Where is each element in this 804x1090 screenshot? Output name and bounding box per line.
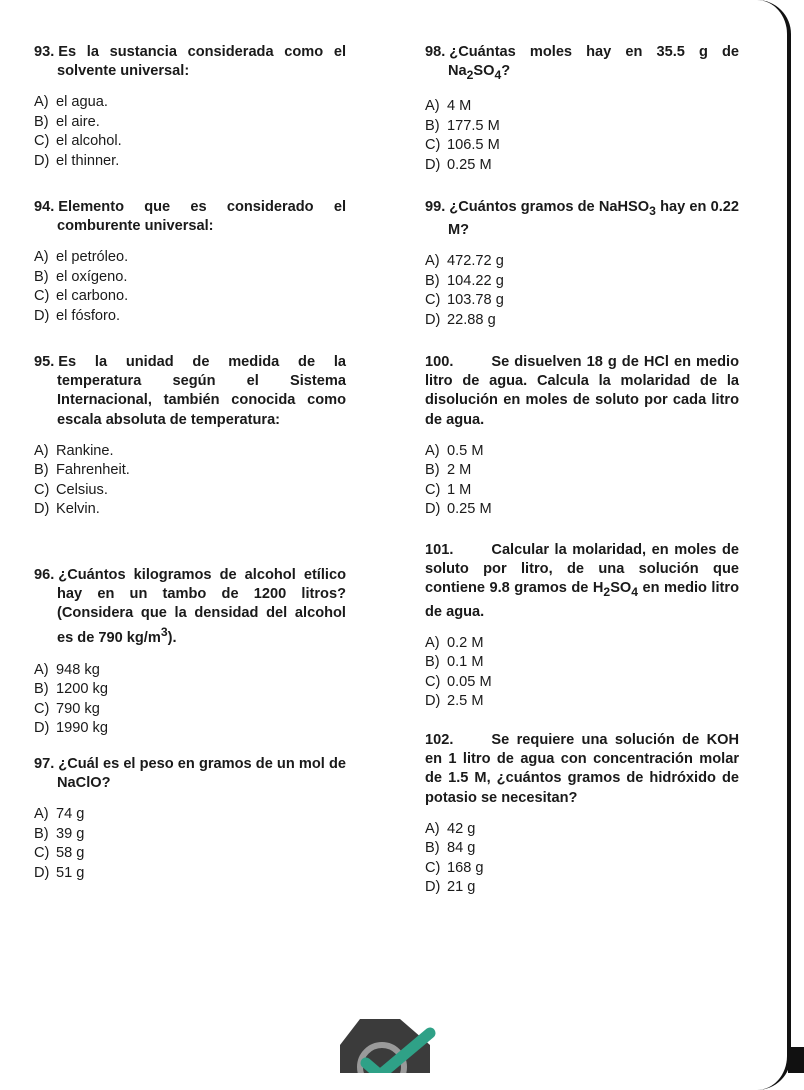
option-letter: C) [425, 673, 441, 690]
question-number: 99. [425, 199, 446, 215]
option-text: 1990 kg [56, 720, 108, 737]
answer-option [425, 97, 739, 117]
question-text [425, 353, 739, 430]
question-number: 97. [34, 756, 55, 772]
option-letter: A) [34, 661, 49, 678]
answer-option [34, 307, 346, 327]
answer-option [34, 132, 346, 152]
option-letter: B) [34, 681, 49, 698]
question-number: 102. [425, 732, 454, 748]
option-text: 74 g [56, 806, 85, 823]
option-letter: D) [425, 693, 441, 710]
option-letter: B) [34, 825, 49, 842]
answer-options [34, 661, 346, 739]
option-letter: D) [425, 879, 441, 896]
answer-options [425, 442, 739, 520]
option-text: el fósforo. [56, 307, 121, 324]
option-letter: A) [425, 820, 440, 837]
answer-options [425, 634, 739, 712]
option-text: el oxígeno. [56, 268, 128, 285]
option-letter: B) [34, 113, 49, 130]
option-text: 103.78 g [447, 292, 504, 309]
option-letter: D) [34, 720, 50, 737]
option-letter: B) [34, 462, 49, 479]
answer-option [34, 248, 346, 268]
option-letter: B) [425, 117, 440, 134]
option-text: 0.5 M [447, 442, 484, 459]
answer-option [425, 859, 739, 879]
question-101 [425, 541, 739, 712]
option-letter: D) [425, 156, 441, 173]
question-99 [425, 198, 739, 330]
option-text: 948 kg [56, 661, 100, 678]
option-letter: B) [425, 462, 440, 479]
option-letter: A) [425, 634, 440, 651]
option-text: 42 g [447, 820, 476, 837]
option-text: el petróleo. [56, 249, 129, 266]
option-letter: D) [425, 501, 441, 518]
option-text: 104.22 g [447, 272, 504, 289]
option-text: Kelvin. [56, 501, 100, 518]
checkmark-badge-icon [330, 1005, 440, 1073]
question-93 [34, 43, 346, 171]
option-letter: C) [34, 288, 50, 305]
answer-option [34, 661, 346, 681]
option-text: el carbono. [56, 288, 129, 305]
answer-option [34, 825, 346, 845]
option-letter: A) [425, 253, 440, 270]
answer-option [425, 634, 739, 654]
option-letter: C) [425, 481, 441, 498]
answer-options [34, 442, 346, 520]
answer-option [425, 500, 739, 520]
answer-option [425, 156, 739, 176]
question-number: 101. [425, 542, 454, 558]
question-text [34, 755, 346, 793]
answer-option [34, 700, 346, 720]
question-body: Se requiere una solución de KOH en 1 litro de agua con concentración molar de 1.5 M, ¿cuántos gramos de hidróxido de potasio se necesitan? [425, 732, 739, 806]
question-text [425, 731, 739, 808]
question-body: ¿Cuántas moles hay en 35.5 g de $Na_2SO_4$? [448, 44, 739, 83]
answer-option [34, 500, 346, 520]
question-body: Es la sustancia considerada como el solvente universal: [57, 44, 346, 80]
question-text [34, 43, 346, 81]
option-text: 0.05 M [447, 673, 492, 690]
answer-options [425, 252, 739, 330]
question-body: ¿Cuántos gramos de NaHSO$_3$ hay en 0.22 M? [448, 199, 740, 239]
question-number: 100. [425, 354, 454, 370]
answer-option [34, 680, 346, 700]
option-text: 2.5 M [447, 693, 484, 710]
option-text: 21 g [447, 879, 476, 896]
question-body: Se disuelven 18 g de HCl en medio litro de agua. Calcula la molaridad de la disolución en moles de soluto por cada litro de agua. [425, 354, 739, 428]
option-text: el thinner. [56, 152, 120, 169]
answer-options [34, 248, 346, 326]
answer-option [425, 272, 739, 292]
question-text [425, 43, 739, 85]
answer-option [34, 113, 346, 133]
option-text: 2 M [447, 462, 472, 479]
option-letter: A) [34, 94, 49, 111]
question-97 [34, 755, 346, 883]
option-letter: C) [34, 481, 50, 498]
answer-option [425, 252, 739, 272]
question-body: Es la unidad de medida de la temperatura según el Sistema Internacional, también conocida como escala absoluta de temperatura: [57, 354, 346, 428]
answer-option [34, 287, 346, 307]
option-letter: B) [34, 268, 49, 285]
corner-block [788, 1047, 804, 1073]
option-letter: C) [34, 845, 50, 862]
answer-option [425, 291, 739, 311]
option-letter: C) [34, 700, 50, 717]
answer-option [425, 820, 739, 840]
option-text: 22.88 g [447, 311, 496, 328]
question-text [425, 541, 739, 622]
question-94 [34, 198, 346, 326]
option-text: 1200 kg [56, 681, 108, 698]
option-text: el alcohol. [56, 133, 122, 150]
question-text [34, 198, 346, 236]
option-letter: D) [34, 864, 50, 881]
option-letter: D) [34, 501, 50, 518]
question-body: Calcular la molaridad, en moles de soluto por litro, de una solución que contiene 9.8 gramos de $H_2SO_4$ en medio litro de agua. [425, 542, 739, 620]
answer-option [34, 152, 346, 172]
question-body: Elemento que es considerado el comburente universal: [57, 199, 346, 235]
option-text: 790 kg [56, 700, 100, 717]
answer-option [425, 442, 739, 462]
question-text [34, 566, 346, 649]
answer-option [34, 805, 346, 825]
answer-options [34, 93, 346, 171]
option-text: 4 M [447, 98, 472, 115]
option-letter: A) [425, 98, 440, 115]
option-letter: A) [34, 806, 49, 823]
option-text: 39 g [56, 825, 85, 842]
question-text [425, 198, 739, 240]
question-96 [34, 566, 346, 739]
option-letter: B) [425, 654, 440, 671]
question-body: ¿Cuál es el peso en gramos de un mol de NaClO? [57, 756, 346, 792]
option-text: 177.5 M [447, 117, 500, 134]
option-text: 168 g [447, 859, 484, 876]
question-100 [425, 353, 739, 520]
option-letter: D) [425, 311, 441, 328]
question-number: 98. [425, 44, 446, 60]
answer-option [425, 461, 739, 481]
option-text: 58 g [56, 845, 85, 862]
question-number: 95. [34, 354, 55, 370]
answer-option [425, 653, 739, 673]
option-text: el aire. [56, 113, 100, 130]
answer-option [425, 311, 739, 331]
answer-option [34, 864, 346, 884]
option-text: 472.72 g [447, 253, 504, 270]
question-98 [425, 43, 739, 175]
option-letter: D) [34, 152, 50, 169]
option-text: 0.25 M [447, 156, 492, 173]
question-body: ¿Cuántos kilogramos de alcohol etílico hay en un tambo de 1200 litros? (Considera que la densidad del alcohol es de 790 $kg/m^3$). [57, 567, 346, 647]
answer-option [425, 117, 739, 137]
question-number: 96. [34, 567, 55, 583]
option-text: 51 g [56, 864, 85, 881]
answer-option [425, 136, 739, 156]
option-text: 84 g [447, 840, 476, 857]
option-text: 1 M [447, 481, 472, 498]
answer-option [425, 878, 739, 898]
answer-options [34, 805, 346, 883]
option-letter: C) [425, 292, 441, 309]
answer-option [34, 461, 346, 481]
answer-option [34, 481, 346, 501]
option-letter: A) [34, 249, 49, 266]
question-text [34, 353, 346, 430]
answer-option [34, 268, 346, 288]
option-letter: B) [425, 272, 440, 289]
answer-option [425, 692, 739, 712]
option-text: Celsius. [56, 481, 108, 498]
option-letter: C) [425, 137, 441, 154]
option-letter: C) [34, 133, 50, 150]
answer-option [34, 719, 346, 739]
option-letter: D) [34, 307, 50, 324]
question-95 [34, 353, 346, 520]
option-letter: A) [425, 442, 440, 459]
question-102 [425, 731, 739, 898]
answer-option [425, 481, 739, 501]
option-text: Rankine. [56, 442, 114, 459]
answer-option [425, 673, 739, 693]
option-text: 106.5 M [447, 137, 500, 154]
option-text: 0.2 M [447, 634, 484, 651]
answer-option [34, 844, 346, 864]
option-text: 0.1 M [447, 654, 484, 671]
answer-options [425, 820, 739, 898]
option-letter: C) [425, 859, 441, 876]
option-text: el agua. [56, 94, 108, 111]
question-number: 94. [34, 199, 55, 215]
answer-options [425, 97, 739, 175]
option-text: 0.25 M [447, 501, 492, 518]
question-number: 93. [34, 44, 55, 60]
answer-option [34, 442, 346, 462]
option-letter: A) [34, 442, 49, 459]
answer-option [425, 839, 739, 859]
option-letter: B) [425, 840, 440, 857]
answer-option [34, 93, 346, 113]
option-text: Fahrenheit. [56, 462, 130, 479]
